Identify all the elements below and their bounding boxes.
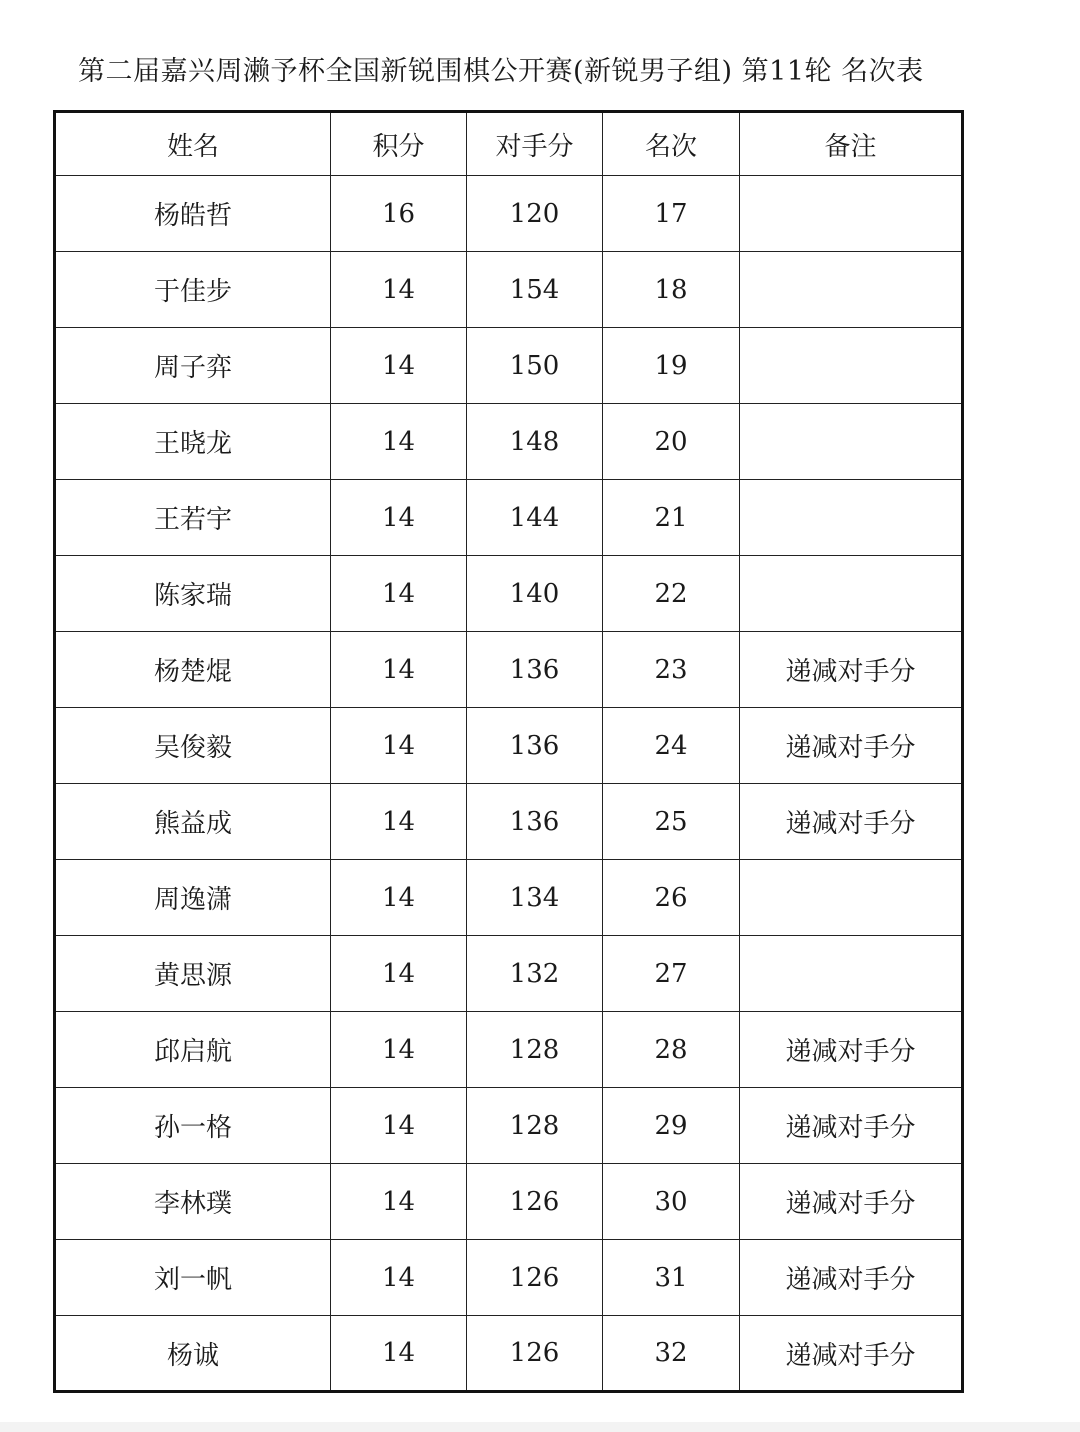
- cell-note: 递减对手分: [740, 1316, 963, 1392]
- table-row: [55, 784, 963, 860]
- cell-name: 杨皓哲: [55, 176, 331, 252]
- cell-opponent-score: 148: [467, 404, 603, 480]
- cell-note: 递减对手分: [740, 1012, 963, 1088]
- cell-name: 王若宇: [55, 480, 331, 556]
- cell-opponent-score: 150: [467, 328, 603, 404]
- cell-score: 14: [331, 784, 467, 860]
- table-row: [55, 556, 963, 632]
- page-title: 第二届嘉兴周濑予杯全国新锐围棋公开赛(新锐男子组) 第11轮 名次表: [78, 56, 924, 87]
- cell-note: 递减对手分: [740, 1240, 963, 1316]
- table-row: [55, 176, 963, 252]
- cell-note: 递减对手分: [740, 708, 963, 784]
- cell-name: 杨诚: [55, 1316, 331, 1392]
- header-opponent-score: 对手分: [467, 112, 603, 176]
- cell-opponent-score: 132: [467, 936, 603, 1012]
- cell-score: 14: [331, 1012, 467, 1088]
- cell-note: [740, 936, 963, 1012]
- cell-name: 吴俊毅: [55, 708, 331, 784]
- header-row: [55, 112, 963, 176]
- cell-rank: 24: [603, 708, 740, 784]
- cell-note: 递减对手分: [740, 1164, 963, 1240]
- cell-rank: 30: [603, 1164, 740, 1240]
- cell-note: [740, 328, 963, 404]
- cell-opponent-score: 128: [467, 1088, 603, 1164]
- header-note: 备注: [740, 112, 963, 176]
- cell-rank: 18: [603, 252, 740, 328]
- cell-name: 刘一帆: [55, 1240, 331, 1316]
- cell-rank: 32: [603, 1316, 740, 1392]
- cell-opponent-score: 140: [467, 556, 603, 632]
- cell-score: 14: [331, 328, 467, 404]
- cell-note: [740, 480, 963, 556]
- cell-score: 14: [331, 1164, 467, 1240]
- table-row: [55, 708, 963, 784]
- cell-name: 孙一格: [55, 1088, 331, 1164]
- cell-rank: 21: [603, 480, 740, 556]
- cell-score: 16: [331, 176, 467, 252]
- cell-score: 14: [331, 404, 467, 480]
- cell-rank: 22: [603, 556, 740, 632]
- cell-score: 14: [331, 860, 467, 936]
- table-header: [55, 112, 963, 176]
- cell-score: 14: [331, 252, 467, 328]
- table-row: [55, 480, 963, 556]
- cell-rank: 20: [603, 404, 740, 480]
- cell-opponent-score: 128: [467, 1012, 603, 1088]
- cell-rank: 17: [603, 176, 740, 252]
- table-row: [55, 404, 963, 480]
- cell-name: 陈家瑞: [55, 556, 331, 632]
- cell-rank: 27: [603, 936, 740, 1012]
- cell-score: 14: [331, 1316, 467, 1392]
- table-row: [55, 1240, 963, 1316]
- cell-name: 邱启航: [55, 1012, 331, 1088]
- cell-opponent-score: 154: [467, 252, 603, 328]
- cell-name: 李林璞: [55, 1164, 331, 1240]
- cell-name: 于佳步: [55, 252, 331, 328]
- cell-rank: 25: [603, 784, 740, 860]
- cell-score: 14: [331, 708, 467, 784]
- table-row: [55, 936, 963, 1012]
- standings-table: [53, 110, 964, 1393]
- cell-note: [740, 404, 963, 480]
- cell-score: 14: [331, 1240, 467, 1316]
- cell-note: [740, 252, 963, 328]
- cell-opponent-score: 126: [467, 1240, 603, 1316]
- table-row: [55, 252, 963, 328]
- cell-name: 杨楚焜: [55, 632, 331, 708]
- cell-score: 14: [331, 480, 467, 556]
- cell-score: 14: [331, 1088, 467, 1164]
- bottom-shade: [0, 1422, 1080, 1432]
- header-rank: 名次: [603, 112, 740, 176]
- cell-score: 14: [331, 936, 467, 1012]
- table-body: [55, 176, 963, 1392]
- cell-score: 14: [331, 556, 467, 632]
- header-name: 姓名: [55, 112, 331, 176]
- cell-rank: 28: [603, 1012, 740, 1088]
- table-row: [55, 328, 963, 404]
- cell-name: 熊益成: [55, 784, 331, 860]
- cell-rank: 23: [603, 632, 740, 708]
- cell-note: [740, 176, 963, 252]
- cell-note: 递减对手分: [740, 1088, 963, 1164]
- cell-note: 递减对手分: [740, 632, 963, 708]
- cell-note: [740, 860, 963, 936]
- cell-opponent-score: 134: [467, 860, 603, 936]
- cell-note: [740, 556, 963, 632]
- cell-note: 递减对手分: [740, 784, 963, 860]
- cell-name: 周逸潇: [55, 860, 331, 936]
- table-row: [55, 1012, 963, 1088]
- cell-score: 14: [331, 632, 467, 708]
- cell-name: 王晓龙: [55, 404, 331, 480]
- cell-rank: 19: [603, 328, 740, 404]
- table-row: [55, 632, 963, 708]
- cell-opponent-score: 126: [467, 1164, 603, 1240]
- header-score: 积分: [331, 112, 467, 176]
- table-row: [55, 1316, 963, 1392]
- table-row: [55, 1088, 963, 1164]
- cell-opponent-score: 144: [467, 480, 603, 556]
- cell-rank: 31: [603, 1240, 740, 1316]
- cell-opponent-score: 136: [467, 708, 603, 784]
- cell-opponent-score: 136: [467, 784, 603, 860]
- table-row: [55, 860, 963, 936]
- cell-name: 黄思源: [55, 936, 331, 1012]
- cell-name: 周子弈: [55, 328, 331, 404]
- cell-rank: 26: [603, 860, 740, 936]
- table-row: [55, 1164, 963, 1240]
- cell-opponent-score: 120: [467, 176, 603, 252]
- cell-opponent-score: 136: [467, 632, 603, 708]
- cell-rank: 29: [603, 1088, 740, 1164]
- cell-opponent-score: 126: [467, 1316, 603, 1392]
